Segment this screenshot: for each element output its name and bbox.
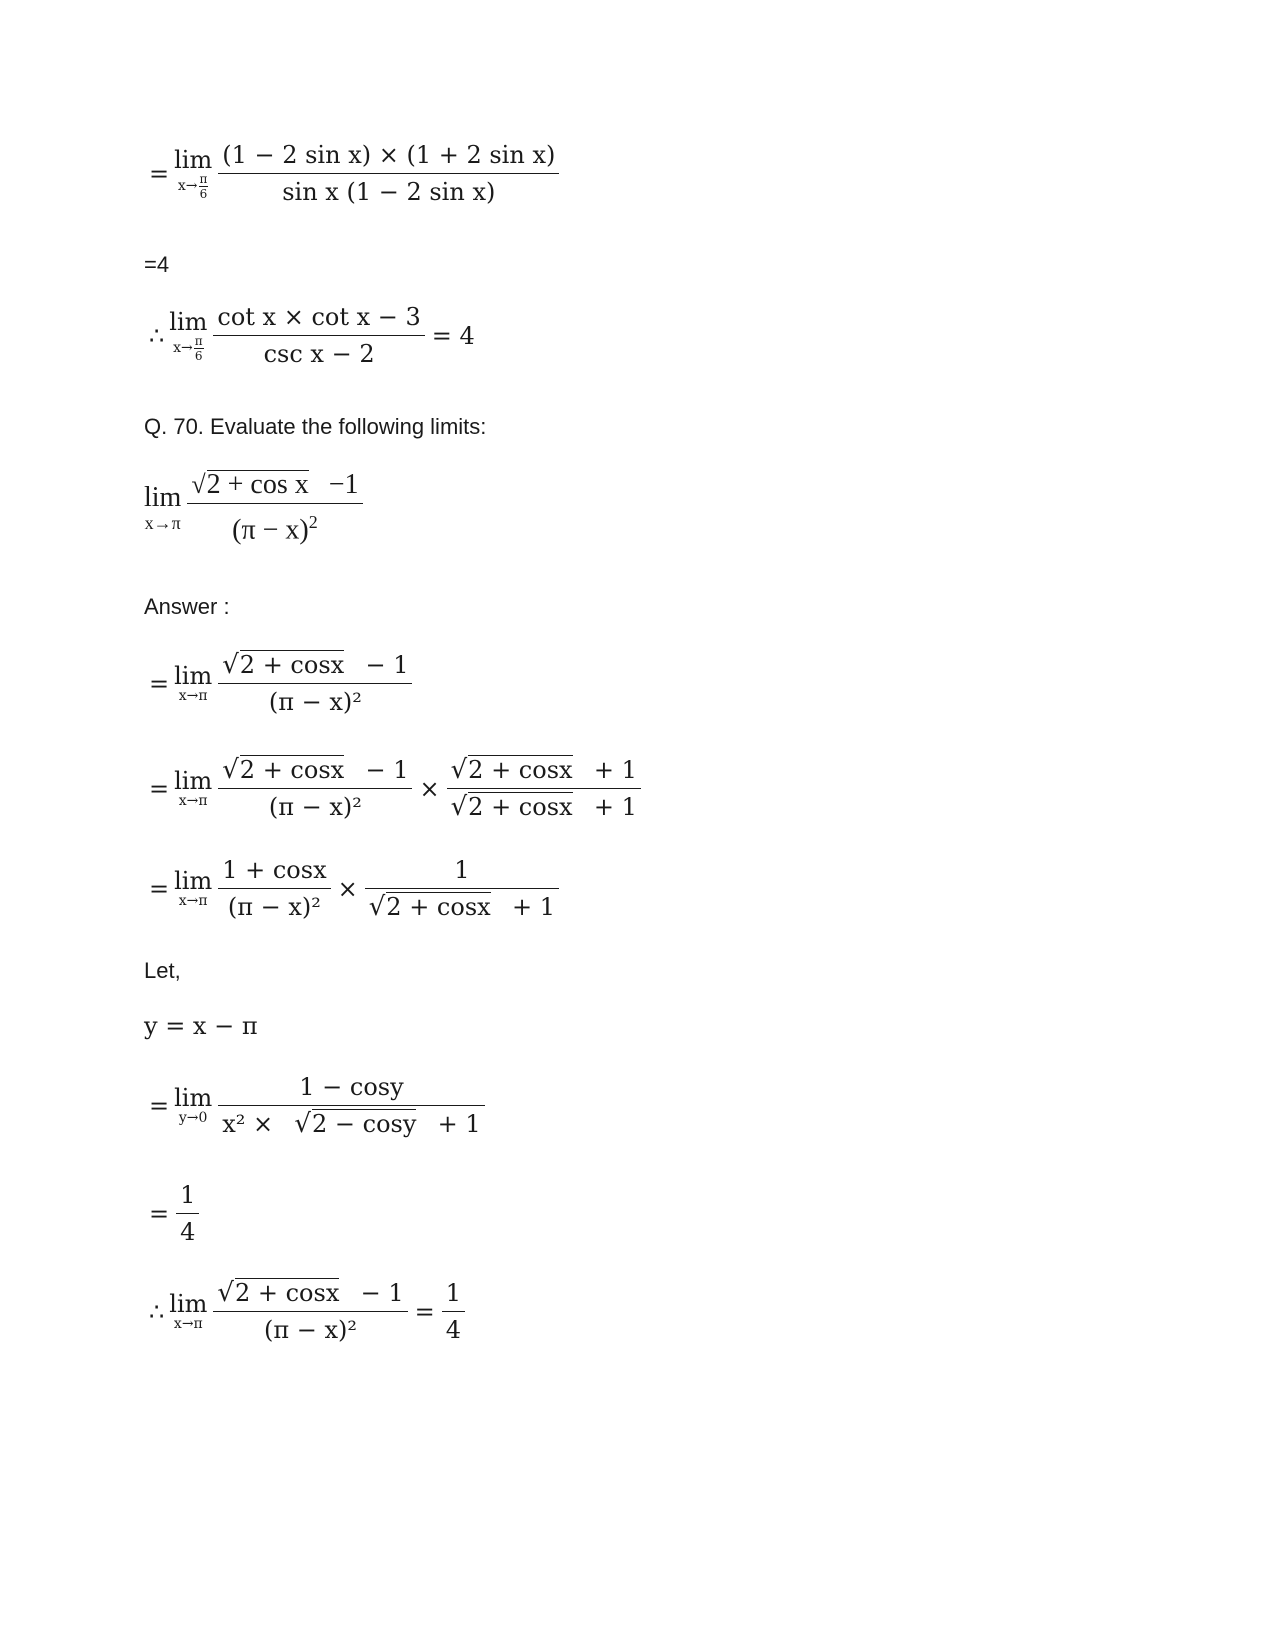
denominator-tail: + 1 <box>593 793 637 821</box>
numerator: 1 + cosx <box>218 855 330 889</box>
numerator <box>218 755 412 789</box>
lim-word: lim <box>169 1290 208 1318</box>
equation-conclusion-cot <box>144 302 480 369</box>
lim-word: lim <box>174 767 213 795</box>
denominator <box>365 889 559 922</box>
square-root <box>222 755 344 784</box>
limit-subscript <box>178 173 209 200</box>
denominator-base: (π − x) <box>232 514 309 546</box>
equals-sign: = <box>149 774 170 803</box>
denominator-tail: + 1 <box>511 893 555 921</box>
therefore-symbol: ∴ <box>149 1297 165 1326</box>
denominator <box>218 1106 484 1139</box>
denominator <box>447 789 641 822</box>
limit-operator <box>144 483 181 533</box>
limit-operator <box>174 868 212 909</box>
arrow-symbol: → <box>185 178 198 194</box>
fraction <box>218 650 412 717</box>
equation-step-3 <box>144 855 561 922</box>
times-sign: × <box>337 874 358 903</box>
denominator: sin x (1 − 2 sin x) <box>282 178 496 206</box>
radicand: 2 + cosx <box>239 651 345 679</box>
numerator: 1 <box>176 1180 199 1214</box>
denominator: (π − x)² <box>268 793 362 821</box>
radical-sign: √ <box>450 755 468 785</box>
times-sign: × <box>419 774 440 803</box>
radical-sign: √ <box>368 892 386 922</box>
result-fraction <box>442 1278 465 1345</box>
equation-step-2 <box>144 755 643 822</box>
denominator: (π − x)² <box>227 893 321 921</box>
fraction <box>218 855 330 922</box>
limit-operator <box>174 147 212 200</box>
radicand: 2 + cosx <box>234 1279 340 1307</box>
limit-operator <box>169 1291 207 1332</box>
fraction <box>176 1180 199 1247</box>
pi-over-six <box>199 173 209 200</box>
limit-subscript: x→π <box>178 688 208 704</box>
six-digit: 6 <box>194 349 203 363</box>
arrow-symbol: → <box>180 340 193 356</box>
fraction <box>187 470 362 545</box>
limit-operator <box>169 309 207 362</box>
equation-step-1 <box>144 650 414 717</box>
limit-subscript: x→π <box>173 1316 203 1332</box>
radical-sign: √ <box>217 1278 234 1308</box>
numerator-tail: + 1 <box>593 756 637 784</box>
denominator <box>187 504 362 545</box>
lim-word: lim <box>174 662 213 690</box>
numerator <box>213 1278 407 1312</box>
subscript-variable: x <box>177 178 186 194</box>
numerator: (1 − 2 sin x) × (1 + 2 sin x) <box>218 140 559 174</box>
denominator-tail: + 1 <box>437 1110 481 1138</box>
equation-final-conclusion <box>144 1278 467 1345</box>
fraction <box>218 1072 484 1139</box>
radical-sign: √ <box>222 650 239 680</box>
radicand: 2 + cosx <box>386 893 491 921</box>
radical-sign: √ <box>294 1109 311 1139</box>
radical-sign: √ <box>222 755 239 785</box>
equation-step-5 <box>144 1180 201 1247</box>
six-digit: 6 <box>199 187 208 201</box>
square-root <box>294 1109 416 1138</box>
numerator: cot x × cot x − 3 <box>213 302 424 336</box>
equals-sign: = <box>414 1297 435 1326</box>
equals-sign: = <box>149 874 170 903</box>
denominator-prefix: x² × <box>222 1110 274 1138</box>
numerator <box>187 470 362 504</box>
limit-operator <box>174 768 212 809</box>
subscript-variable: x <box>173 340 181 356</box>
conjugate-fraction <box>447 755 641 822</box>
equation-step-4 <box>144 1072 487 1139</box>
radicand: 2 − cosy <box>311 1110 417 1138</box>
pi-over-six <box>194 335 204 362</box>
equals-sign: = <box>149 159 170 188</box>
limit-subscript: x→π <box>178 893 208 909</box>
lim-word: lim <box>169 308 208 336</box>
pi-symbol: π <box>199 172 208 186</box>
numerator: 1 − cosy <box>218 1072 484 1106</box>
fraction <box>218 755 412 822</box>
limit-subscript <box>173 335 204 362</box>
numerator-tail: − 1 <box>360 1279 404 1307</box>
fraction <box>218 140 559 207</box>
lim-word: lim <box>144 481 182 513</box>
lim-word: lim <box>174 1084 213 1112</box>
radicand: 2 + cosx <box>239 756 345 784</box>
numerator-tail: − 1 <box>365 756 409 784</box>
limit-subscript: x→π <box>178 793 208 809</box>
substitution-equation: y = x − π <box>144 1012 258 1040</box>
numerator-tail: − 1 <box>365 651 409 679</box>
limit-operator <box>174 1085 212 1126</box>
limit-subscript: y→0 <box>178 1110 208 1126</box>
square-root <box>369 892 491 921</box>
square-root <box>217 1278 339 1307</box>
lim-word: lim <box>174 867 213 895</box>
numerator <box>218 650 412 684</box>
equation-result-four: =4 <box>144 252 170 277</box>
square-root <box>222 650 344 679</box>
radical-sign: √ <box>191 470 206 499</box>
denominator: csc x − 2 <box>263 340 375 368</box>
denominator: 4 <box>180 1218 196 1246</box>
radicand: 2 + cos x <box>206 469 309 500</box>
equation-step-product-form <box>144 140 561 207</box>
problem-expression <box>144 470 365 545</box>
limit-subscript: x→π <box>144 512 181 533</box>
denominator: (π − x)² <box>264 1316 358 1344</box>
result-value: = 4 <box>431 321 475 350</box>
pi-symbol: π <box>194 334 203 348</box>
limit-operator <box>174 663 212 704</box>
therefore-symbol: ∴ <box>149 321 165 350</box>
fraction <box>213 302 424 369</box>
denominator: 4 <box>445 1316 462 1344</box>
reciprocal-fraction <box>365 855 559 922</box>
lim-word: lim <box>174 146 213 174</box>
let-label: Let, <box>144 958 181 983</box>
question-heading: Q. 70. Evaluate the following limits: <box>144 414 487 439</box>
equals-sign: = <box>149 1199 170 1228</box>
square-root <box>191 470 308 499</box>
equals-sign: = <box>149 1091 170 1120</box>
radical-sign: √ <box>450 792 468 822</box>
radicand: 2 + cosx <box>468 756 573 784</box>
square-root <box>451 755 573 784</box>
fraction <box>213 1278 407 1345</box>
numerator <box>447 755 641 789</box>
square-root <box>451 792 573 821</box>
numerator: 1 <box>442 1278 465 1312</box>
radicand: 2 + cosx <box>468 793 573 821</box>
numerator-tail: −1 <box>328 469 359 500</box>
exponent: 2 <box>308 512 318 532</box>
answer-label: Answer : <box>144 594 230 619</box>
denominator: (π − x)² <box>268 688 362 716</box>
numerator: 1 <box>365 855 559 889</box>
equals-sign: = <box>149 669 170 698</box>
